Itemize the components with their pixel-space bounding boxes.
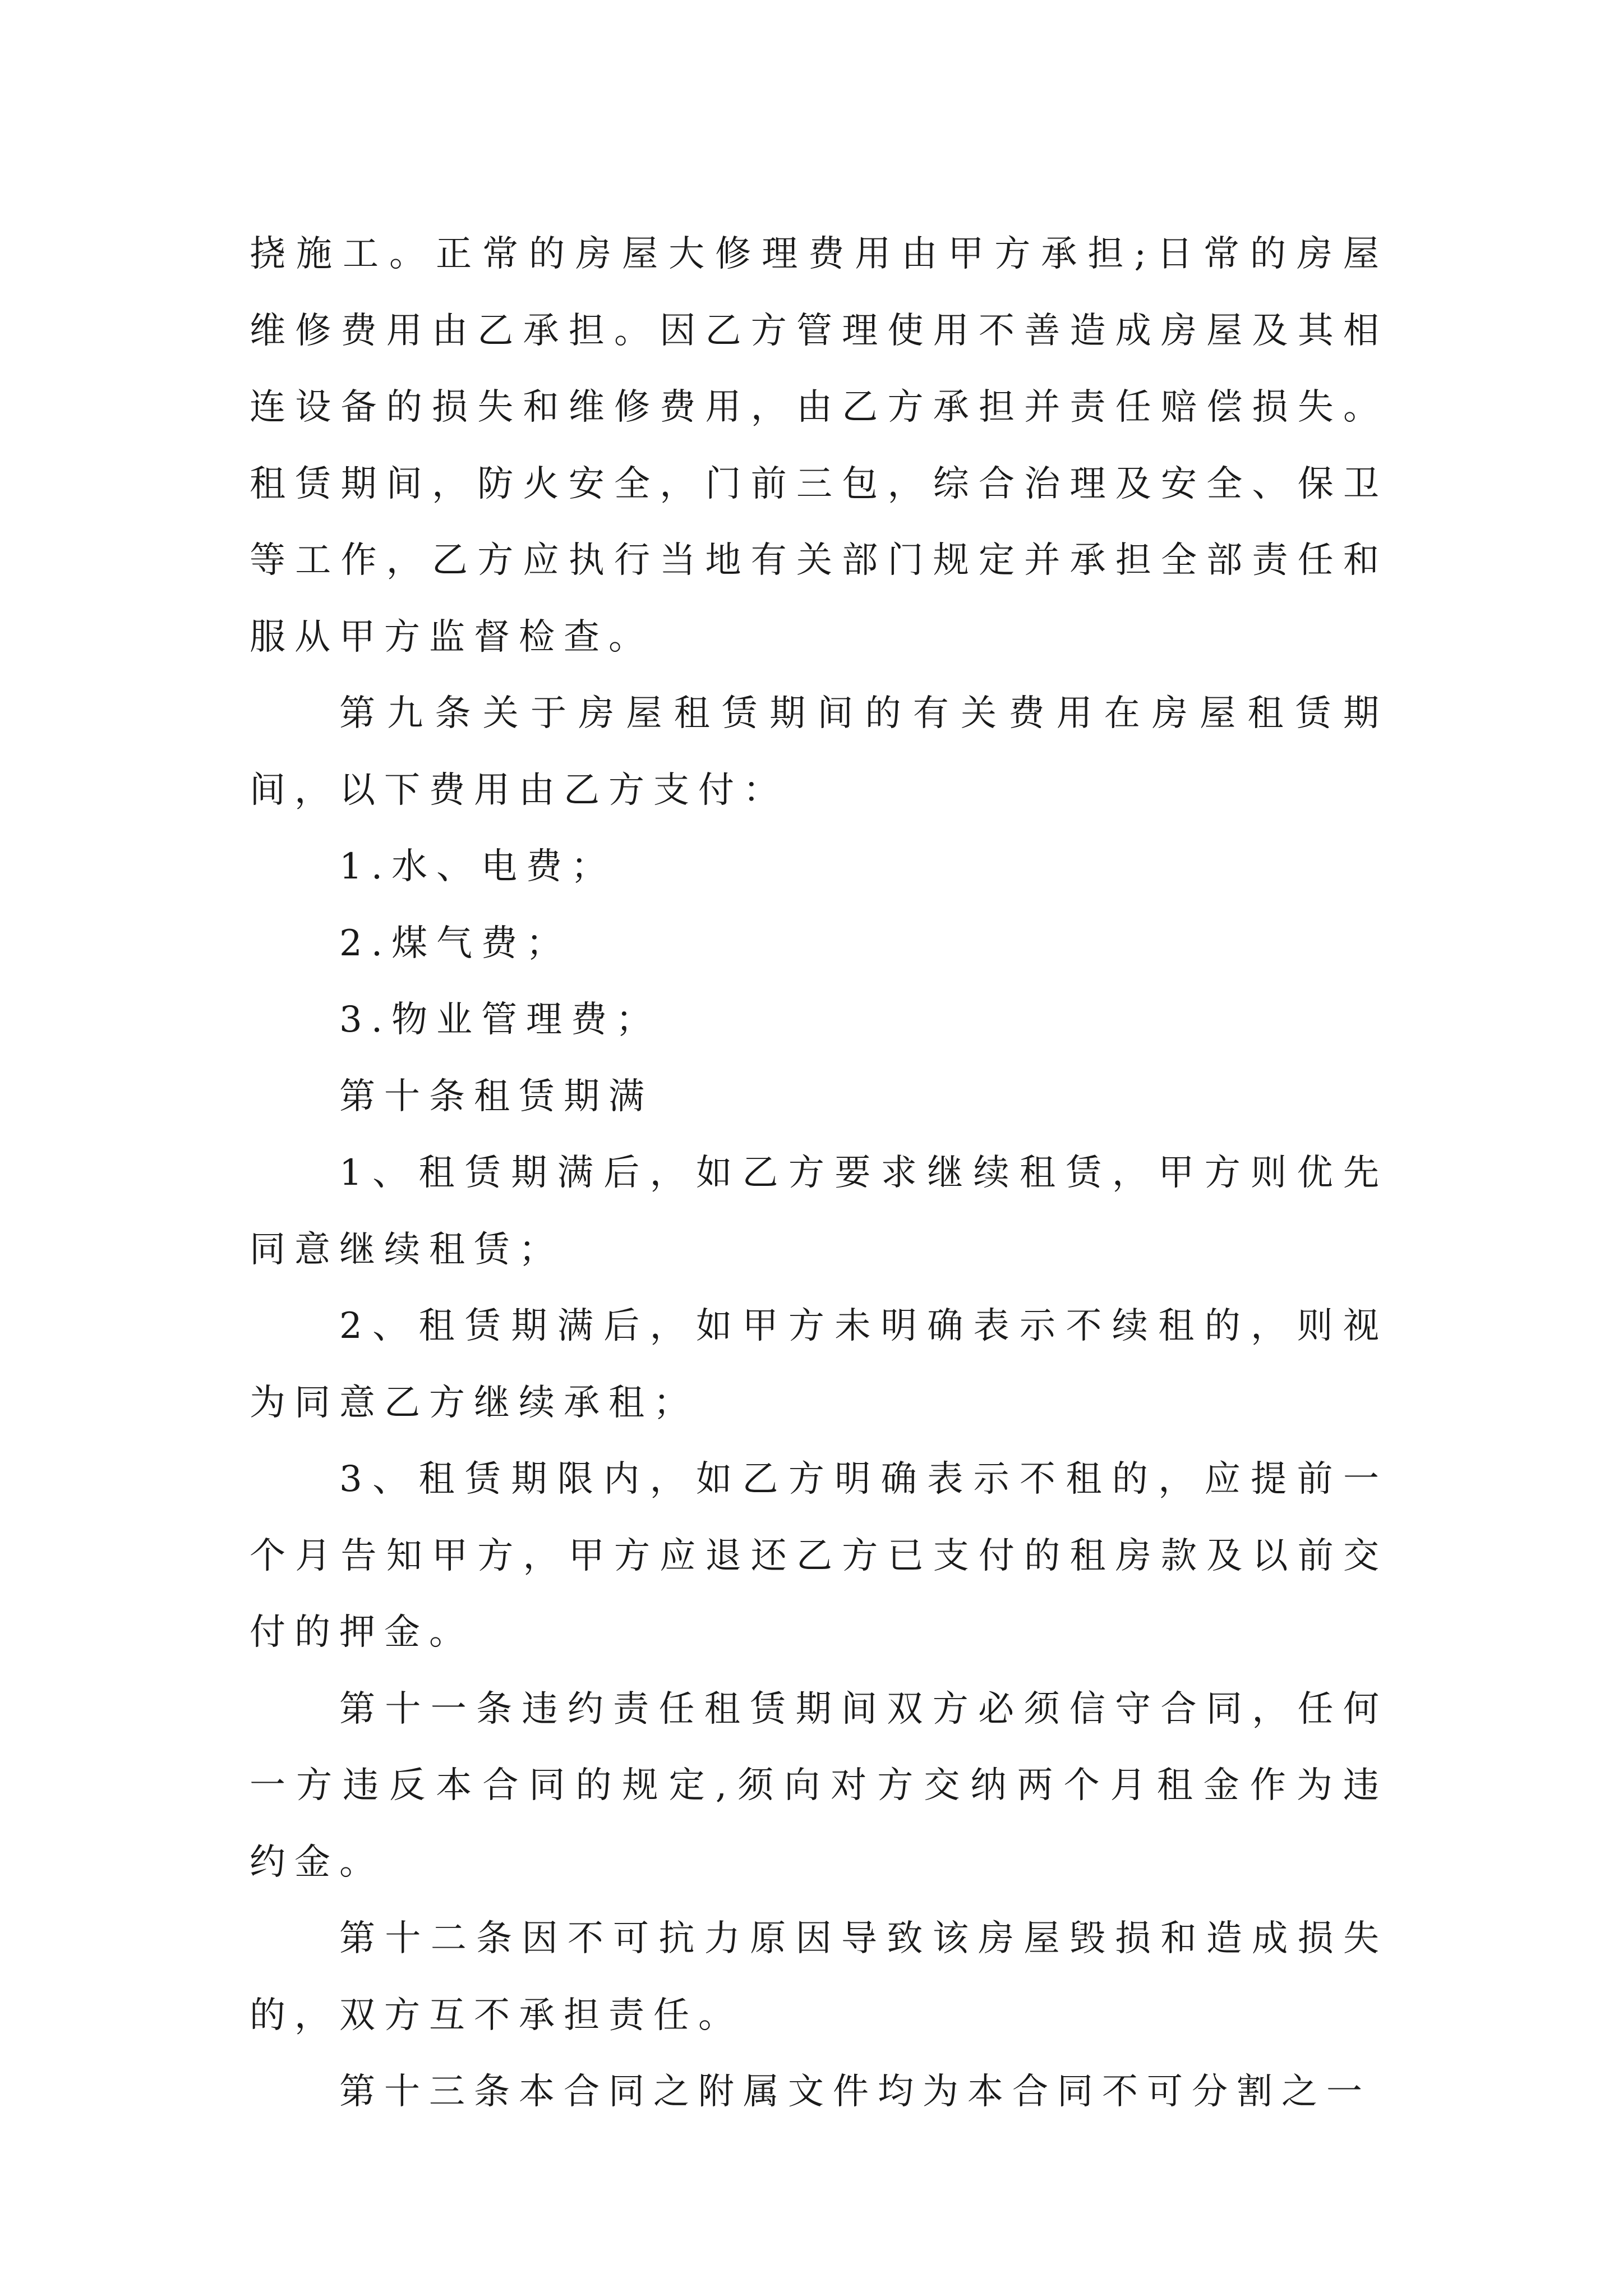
paragraph-continuation: 挠施工。正常的房屋大修理费用由甲方承担;日常的房屋维修费用由乙承担。因乙方管理使用不善造成房屋及其相连设备的损失和维修费用，由乙方承担并责任赔偿损失。租赁期间，防火安全，门前三包，综合治理及安全、保卫等工作，乙方应执行当地有关部门规定并承担全部责任和服从甲方监督检查。 [250,233,1388,658]
heading-article-10: 第十条租赁期满 [339,1075,653,1117]
paragraph-article-12: 第十二条因不可抗力原因导致该房屋毁损和造成损失的，双方互不承担责任。 [250,1918,1388,2036]
document-body [250,216,1388,2131]
paragraph-article-9: 第九条关于房屋租赁期间的有关费用在房屋租赁期间，以下费用由乙方支付： [250,693,1388,811]
list-item-gas: 2.煤气费； [339,922,571,964]
list-item-water-electricity: 1.水、电费； [339,846,616,887]
paragraph-article-11: 第十一条违约责任租赁期间双方必须信守合同，任何一方违反本合同的规定,须向对方交纳两个月租金作为违约金。 [250,1688,1388,1883]
paragraph-article-10-item-3: 3、租赁期限内，如乙方明确表示不租的，应提前一个月告知甲方，甲方应退还乙方已支付的租房款及以前交付的押金。 [250,1458,1388,1653]
list-item-property-management: 3.物业管理费； [339,999,661,1041]
paragraph-article-10-item-1: 1、租赁期满后，如乙方要求继续租赁，甲方则优先同意继续租赁； [250,1152,1388,1271]
paragraph-article-13: 第十三条本合同之附属文件均为本合同不可分割之一 [339,2071,1371,2113]
paragraph-article-10-item-2: 2、租赁期满后，如甲方未明确表示不续租的，则视为同意乙方继续承租； [250,1305,1388,1424]
